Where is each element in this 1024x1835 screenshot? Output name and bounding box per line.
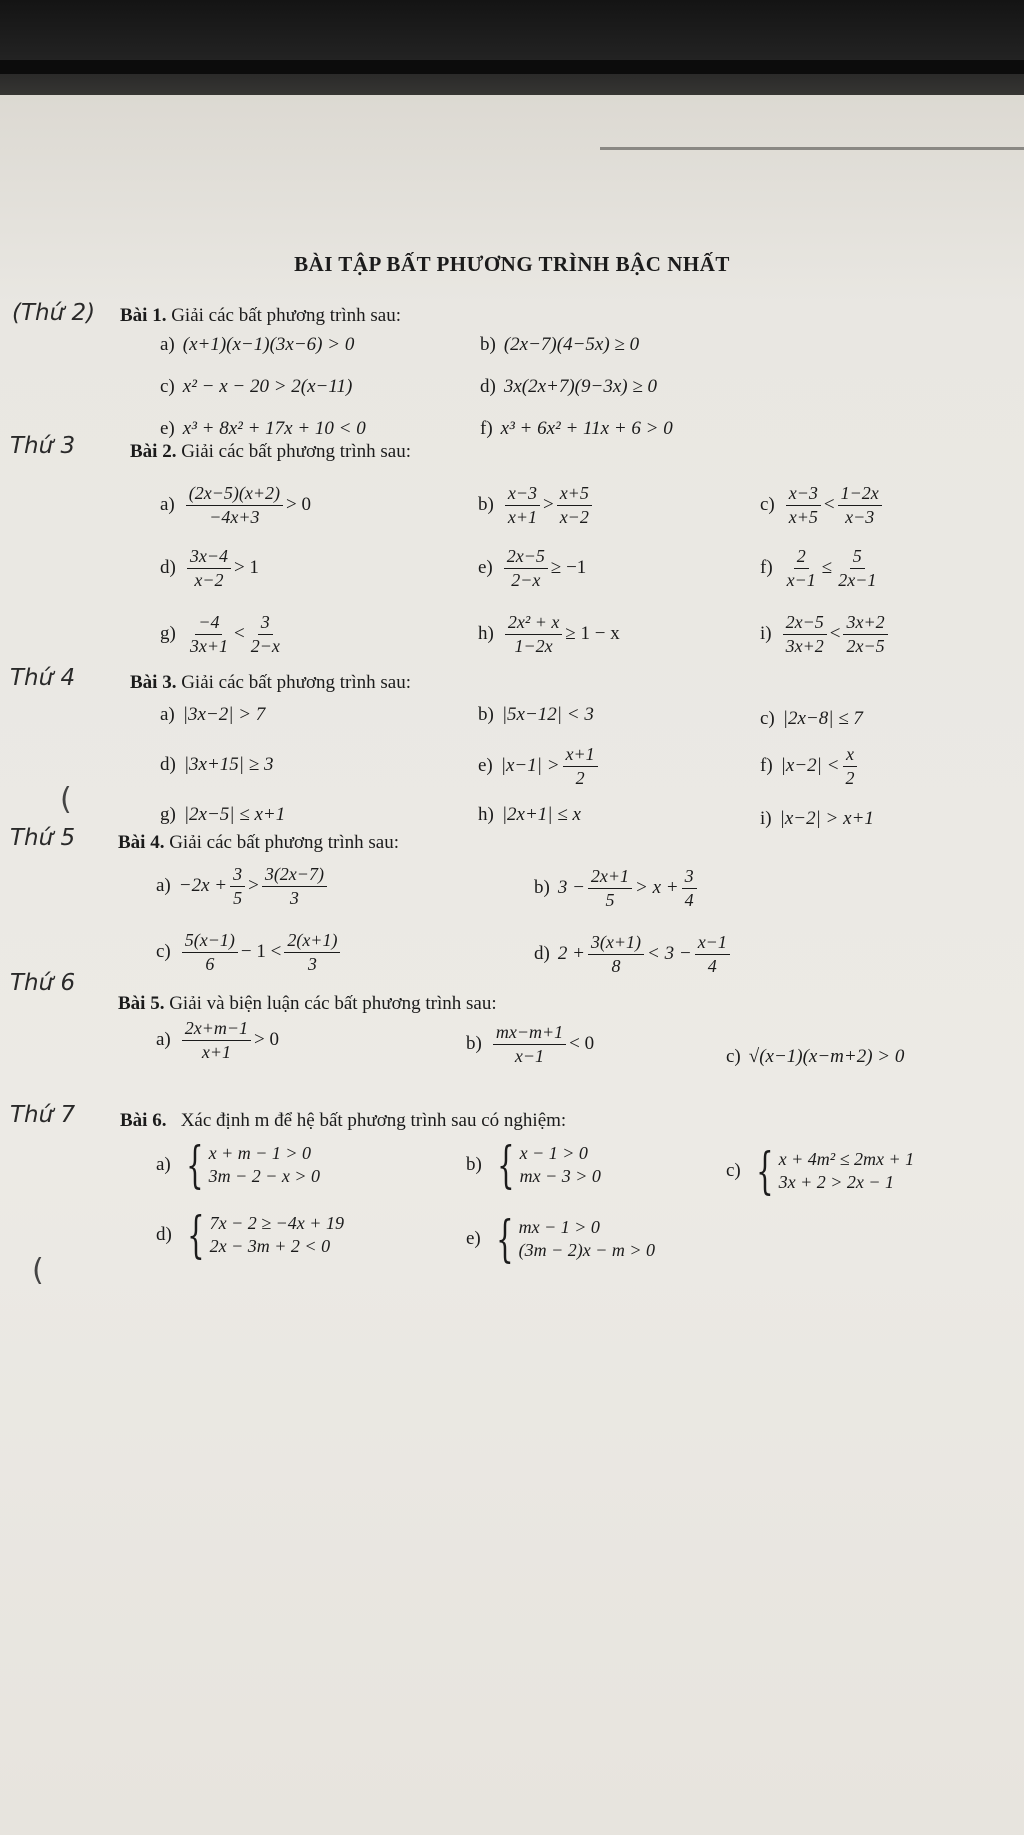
ex3-item: b) |5x−12| < 3 [478,704,594,725]
ex6-item: e) { mx − 1 > 0 (3m − 2)x − m > 0 [466,1210,655,1268]
ex3-item: f) |x−2| < $\frac{x}{2}$ [760,744,860,788]
exercise-1-heading [120,305,401,327]
ex3-item: c) |2x−8| ≤ 7 [760,708,863,729]
ex3-item: h) |2x+1| ≤ x [478,804,581,825]
ex2-item: i) $\frac{2x-5}{3x+2}$ < $\frac{3x+2}{2x-5}$ [760,612,891,656]
ex1-item: a) (x+1)(x−1)(3x−6) > 0 [160,334,355,355]
table-edge [0,60,1024,74]
exercise-label: Bài 3. [130,672,177,693]
ex2-item: h) $\frac{\text{2x² + x}}{1-2x}$ ≥ 1 − x [478,612,620,656]
page-title: BÀI TẬP BẤT PHƯƠNG TRÌNH BẬC NHẤT [294,252,730,276]
ex6-item: d) { 7x − 2 ≥ −4x + 19 2x − 3m + 2 < 0 [156,1206,344,1264]
brace-symbol: { [755,1142,774,1200]
ex4-item: d) 2 + $\frac{3(x+1)}{8}$ < 3 − $\frac{x-1}{4}$ [534,932,733,976]
handwritten-note-6: Thứ 7 [10,1102,76,1128]
ex6-item: b) { x − 1 > 0 mx − 3 > 0 [466,1136,601,1194]
handwritten-note-2: Thứ 3 [10,433,76,459]
ex3-item: d) |3x+15| ≥ 3 [160,754,274,775]
ex1-item: c) x² − x − 20 > 2(x−11) [160,376,353,397]
brace-symbol: { [186,1206,205,1264]
ex2-item: a) $\frac{(2x-5)(x+2)}{-4x+3}$ > 0 [160,483,311,527]
ex5-item: b) $\frac{mx-m+1}{x-1}$ < 0 [466,1022,595,1066]
ex3-item: i) |x−2| > x+1 [760,808,874,829]
exercise-3-heading [130,672,411,694]
ex2-item: b) $\frac{x-3}{x+1}$ > $\frac{x+5}{x-2}$ [478,483,595,527]
ex1-item: d) 3x(2x+7)(9−3x) ≥ 0 [480,376,658,397]
exercise-label: Bài 4. [118,832,165,853]
ex3-item: g) |2x−5| ≤ x+1 [160,804,286,825]
ex2-item: g) $\frac{-4}{3x+1}$ < $\frac{3}{2-x}$ [160,612,280,656]
exercise-2-heading [130,441,411,463]
paper-fold-line [600,147,1024,150]
handwritten-note-5: Thứ 6 [10,970,76,996]
ex4-item: b) 3 − $\frac{2x+1}{5}$ > x + $\frac{3}{4}$ [534,866,700,910]
exercise-6-heading [120,1110,566,1132]
ex2-item: f) $\frac{2}{x-1}$ ≤ $\frac{5}{2x-1}$ [760,546,877,590]
brace-symbol: { [495,1210,514,1268]
ex3-item: a) |3x−2| > 7 [160,704,266,725]
exercise-instruction: Giải các bất phương trình sau: [171,305,402,326]
ex2-item: e) $\frac{2x-5}{2-x}$ ≥ −1 [478,546,587,590]
ex6-item: a) { x + m − 1 > 0 3m − 2 − x > 0 [156,1136,321,1194]
ex1-item: f) x³ + 6x² + 11x + 6 > 0 [480,418,673,439]
exercise-instruction: Giải các bất phương trình sau: [181,672,412,693]
ex5-item: a) $\frac{2x+m-1}{x+1}$ > 0 [156,1018,280,1062]
exercise-4-heading [118,832,399,854]
handwritten-note-4: Thứ 5 [10,825,76,851]
exercise-instruction: Xác định m để hệ bất phương trình sau có nghiệm: [180,1110,567,1131]
brace-symbol: { [185,1136,204,1194]
handwritten-note-3: Thứ 4 [10,665,76,691]
exercise-label: Bài 6. [120,1110,167,1131]
exercise-label: Bài 1. [120,305,167,326]
exercise-label: Bài 2. [130,441,177,462]
ex3-item: e) |x−1| > $\frac{x+1}{2}$ [478,744,601,788]
exercise-instruction: Giải các bất phương trình sau: [181,441,412,462]
ex6-item: c) { x + 4m² ≤ 2mx + 1 3x + 2 > 2x − 1 [726,1142,915,1200]
paper-sheet [0,95,1024,1835]
ex2-item: c) $\frac{x-3}{x+5}$ < $\frac{1-2x}{x-3}$ [760,483,885,527]
pencil-mark: ( [32,1253,44,1288]
exercise-5-heading [118,993,497,1015]
handwritten-note-1: (Thứ 2) [12,300,96,326]
brace-symbol: { [496,1136,515,1194]
ex5-item: c) √(x−1)(x−m+2) > 0 [726,1046,905,1067]
dark-background-top [0,0,1024,105]
exercise-instruction: Giải các bất phương trình sau: [169,832,400,853]
pencil-mark: ( [60,782,72,817]
exercise-instruction: Giải và biện luận các bất phương trình sau: [169,993,497,1014]
exercise-label: Bài 5. [118,993,165,1014]
ex4-item: c) $\frac{5(x-1)}{6}$ − 1 < $\frac{2(x+1)}{3}$ [156,930,343,974]
ex2-item: d) $\frac{3x-4}{x-2}$ > 1 [160,546,259,590]
ex4-item: a) −2x + $\frac{3}{5}$ > $\frac{3(2x-7)}{3}$ [156,864,330,908]
ex1-item: e) x³ + 8x² + 17x + 10 < 0 [160,418,366,439]
ex1-item: b) (2x−7)(4−5x) ≥ 0 [480,334,640,355]
